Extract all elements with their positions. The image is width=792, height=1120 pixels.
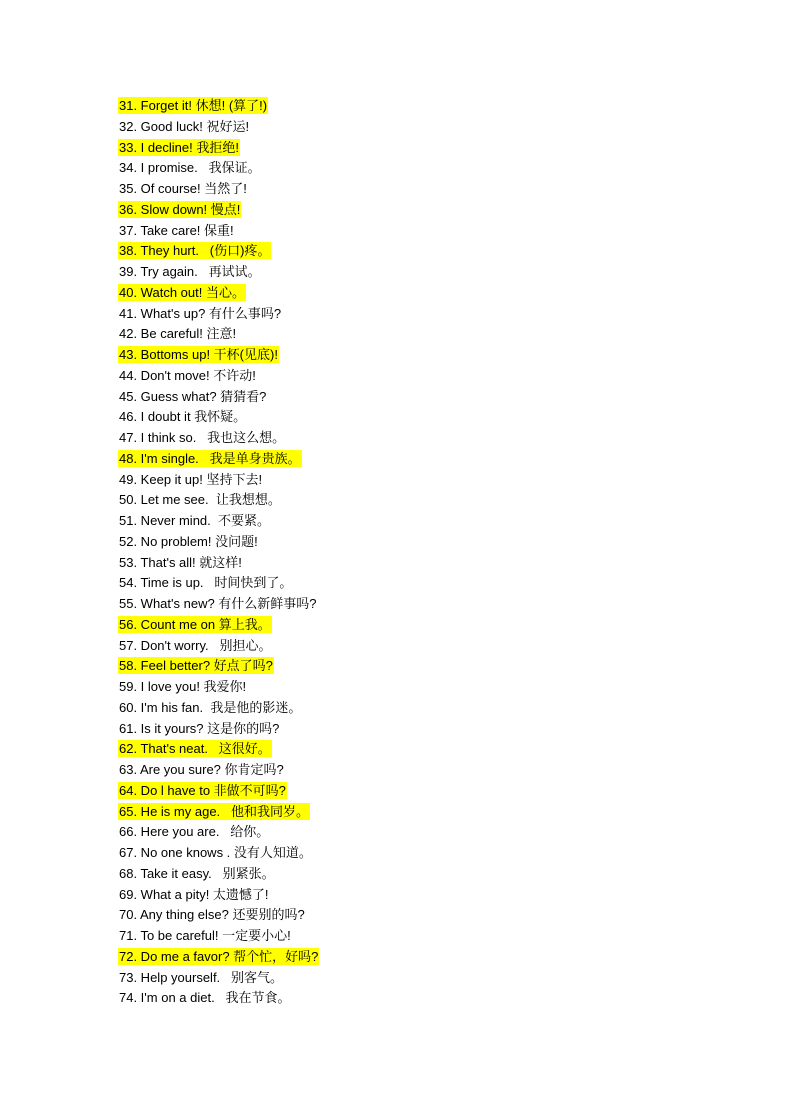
- highlighted-phrase-line: [118, 200, 319, 221]
- phrase-line: [118, 594, 319, 615]
- phrase-line: [118, 158, 319, 179]
- phrase-text: 54. Time is up. 时间快到了。: [119, 575, 293, 591]
- highlighted-phrase-line: [118, 947, 319, 968]
- phrase-text: 64. Do l have to 非做不可吗?: [119, 782, 286, 798]
- phrase-line: [118, 221, 319, 242]
- phrase-text: 61. Is it yours? 这是你的吗?: [119, 720, 280, 736]
- phrase-line: [118, 407, 319, 428]
- phrase-line: [118, 179, 319, 200]
- phrase-text: 68. Take it easy. 别紧张。: [119, 865, 275, 881]
- phrase-line: [118, 698, 319, 719]
- phrase-line: [118, 760, 319, 781]
- phrase-list: [118, 96, 319, 1009]
- phrase-text: 40. Watch out! 当心。: [119, 284, 245, 300]
- phrase-line: [118, 926, 319, 947]
- phrase-text: 35. Of course! 当然了!: [119, 181, 247, 196]
- phrase-line: [118, 905, 319, 926]
- phrase-text: 42. Be careful! 注意!: [119, 326, 237, 342]
- phrase-text: 45. Guess what? 猜猜看?: [119, 388, 267, 404]
- phrase-text: 33. I decline! 我拒绝!: [119, 139, 239, 155]
- phrase-line: [118, 324, 319, 345]
- phrase-line: [118, 885, 319, 906]
- phrase-text: 65. He is my age. 他和我同岁。: [119, 803, 309, 819]
- phrase-text: 49. Keep it up! 坚持下去!: [119, 471, 263, 487]
- highlighted-phrase-line: [118, 283, 319, 304]
- phrase-text: 44. Don't move! 不许动!: [119, 367, 256, 383]
- phrase-line: [118, 387, 319, 408]
- phrase-line: [118, 988, 319, 1009]
- phrase-text: 50. Let me see. 让我想想。: [119, 492, 281, 508]
- phrase-line: [118, 864, 319, 885]
- phrase-text: 63. Are you sure? 你肯定吗?: [119, 762, 284, 777]
- phrase-line: [118, 573, 319, 594]
- phrase-line: [118, 553, 319, 574]
- phrase-text: 58. Feel better? 好点了吗?: [119, 658, 273, 674]
- phrase-text: 43. Bottoms up! 干杯(见底)!: [119, 347, 278, 362]
- phrase-line: [118, 117, 319, 138]
- highlighted-phrase-line: [118, 656, 319, 677]
- phrase-line: [118, 262, 319, 283]
- phrase-line: [118, 677, 319, 698]
- phrase-text: 36. Slow down! 慢点!: [119, 201, 241, 217]
- highlighted-phrase-line: [118, 802, 319, 823]
- highlighted-phrase-line: [118, 615, 319, 636]
- phrase-line: [118, 532, 319, 553]
- phrase-text: 59. I love you! 我爱你!: [119, 679, 247, 694]
- phrase-text: 46. I doubt it 我怀疑。: [119, 409, 247, 425]
- phrase-text: 31. Forget it! 休想! (算了!): [119, 98, 268, 113]
- phrase-line: [118, 843, 319, 864]
- phrase-text: 62. That's neat. 这很好。: [119, 741, 271, 757]
- phrase-line: [118, 822, 319, 843]
- phrase-line: [118, 428, 319, 449]
- phrase-text: 34. I promise. 我保证。: [119, 160, 261, 176]
- phrase-line: [118, 304, 319, 325]
- phrase-text: 41. What's up? 有什么事吗?: [119, 305, 282, 321]
- highlighted-phrase-line: [118, 96, 319, 117]
- phrase-line: [118, 636, 319, 657]
- highlighted-phrase-line: [118, 449, 319, 470]
- highlighted-phrase-line: [118, 138, 319, 159]
- phrase-text: 32. Good luck! 祝好运!: [119, 118, 250, 134]
- phrase-text: 57. Don't worry. 别担心。: [119, 637, 272, 653]
- phrase-text: 56. Count me on 算上我。: [119, 616, 271, 632]
- phrase-text: 39. Try again. 再试试。: [119, 264, 261, 279]
- phrase-text: 73. Help yourself. 别客气。: [119, 969, 283, 985]
- phrase-text: 70. Any thing else? 还要别的吗?: [119, 907, 305, 923]
- phrase-text: 71. To be careful! 一定要小心!: [119, 928, 291, 943]
- phrase-text: 69. What a pity! 太遗憾了!: [119, 886, 269, 902]
- highlighted-phrase-line: [118, 345, 319, 366]
- phrase-text: 38. They hurt. (伤口)疼。: [119, 243, 271, 259]
- phrase-text: 52. No problem! 没问题!: [119, 533, 258, 549]
- phrase-text: 66. Here you are. 给你。: [119, 824, 270, 840]
- phrase-text: 48. I'm single. 我是单身贵族。: [119, 450, 301, 466]
- phrase-text: 67. No one knows . 没有人知道。: [119, 845, 312, 860]
- phrase-text: 53. That's all! 就这样!: [119, 554, 242, 570]
- phrase-text: 37. Take care! 保重!: [119, 222, 234, 238]
- phrase-text: 60. I'm his fan. 我是他的影迷。: [119, 699, 302, 715]
- phrase-text: 51. Never mind. 不要紧。: [119, 513, 270, 528]
- phrase-text: 74. I'm on a diet. 我在节食。: [119, 990, 291, 1006]
- phrase-line: [118, 968, 319, 989]
- phrase-text: 72. Do me a favor? 帮个忙，好吗?: [119, 948, 319, 964]
- phrase-line: [118, 719, 319, 740]
- phrase-line: [118, 470, 319, 491]
- phrase-line: [118, 366, 319, 387]
- highlighted-phrase-line: [118, 781, 319, 802]
- highlighted-phrase-line: [118, 739, 319, 760]
- phrase-line: [118, 511, 319, 532]
- phrase-line: [118, 490, 319, 511]
- phrase-text: 47. I think so. 我也这么想。: [119, 430, 286, 445]
- phrase-text: 55. What's new? 有什么新鲜事吗?: [119, 596, 317, 611]
- highlighted-phrase-line: [118, 241, 319, 262]
